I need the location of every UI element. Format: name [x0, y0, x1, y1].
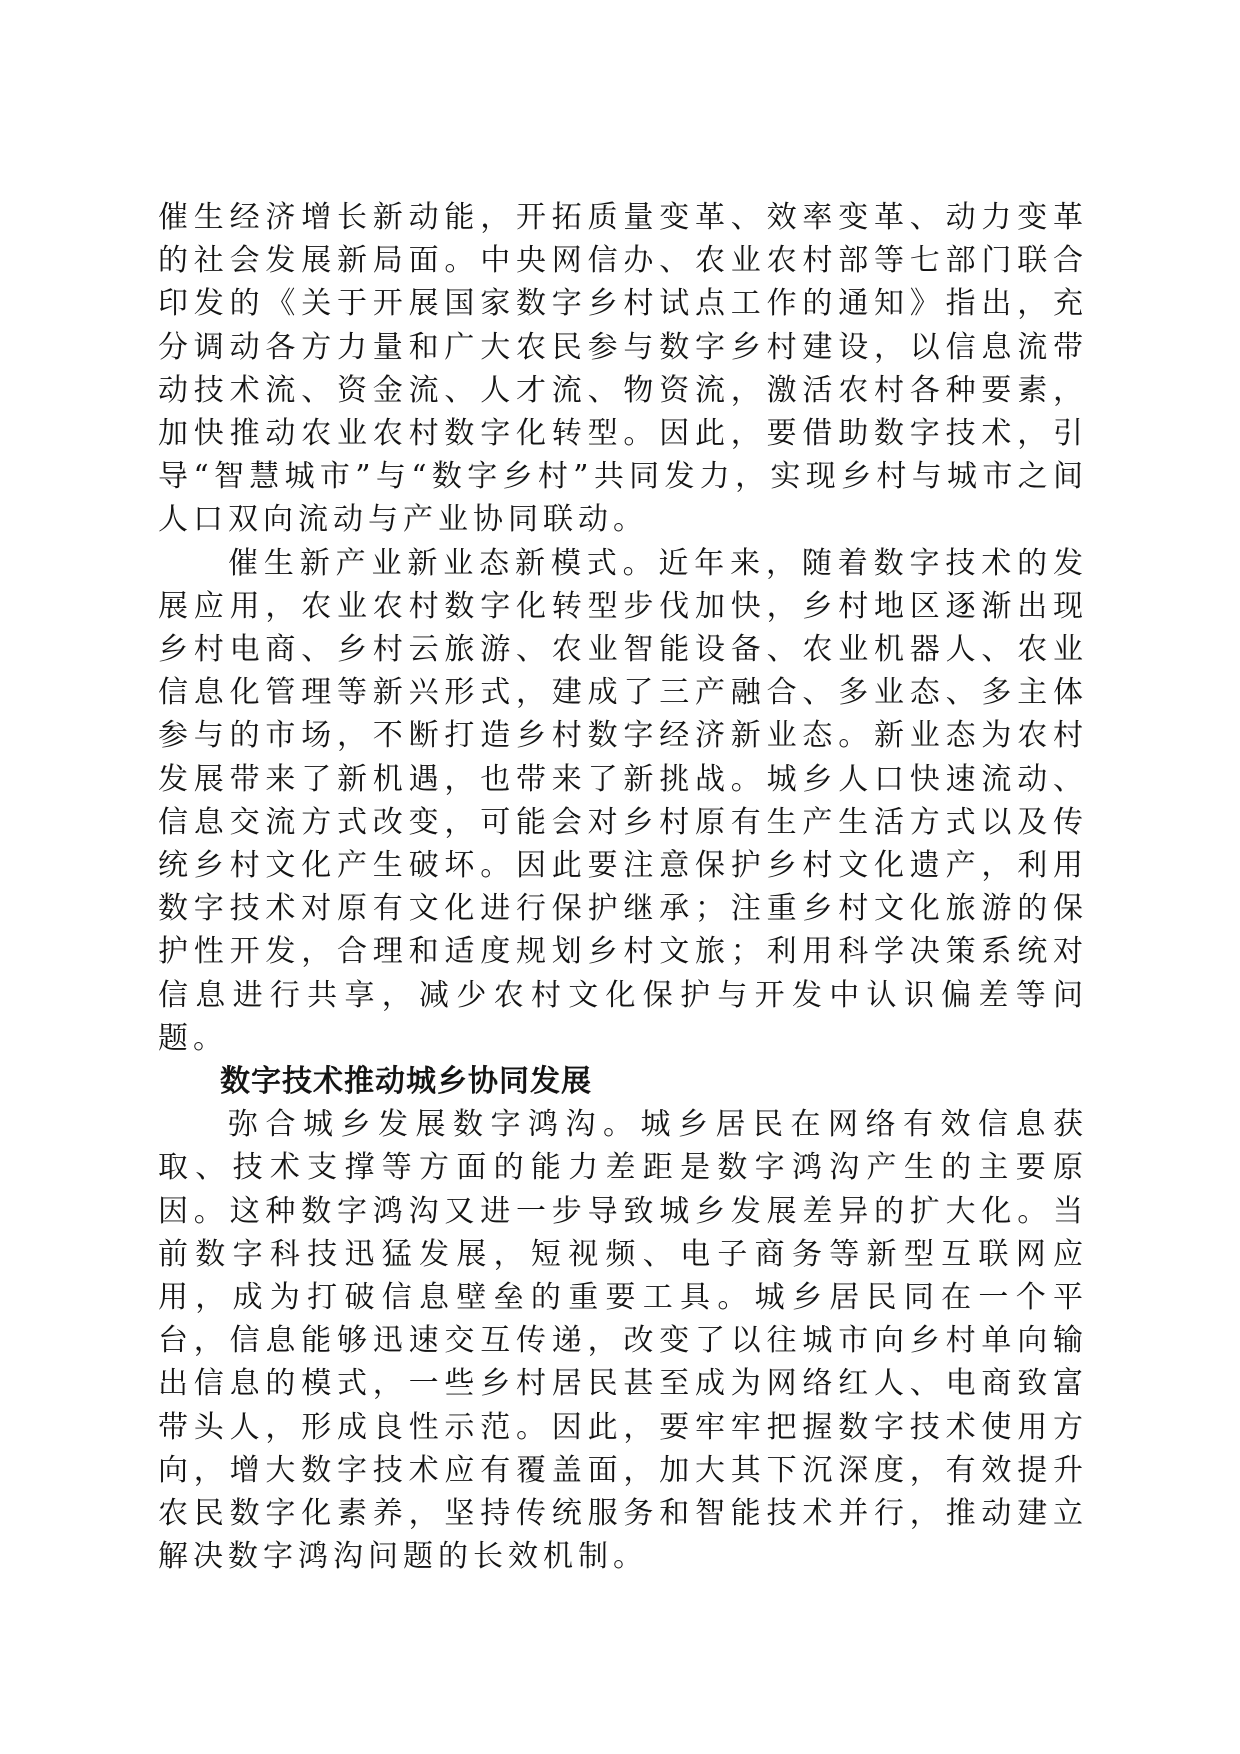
section-heading: 数字技术推动城乡协同发展	[220, 1064, 592, 1100]
body-paragraph-1: 催生经济增长新动能，开拓质量变革、效率变革、动力变革的社会发展新局面。中央网信办、农业农村部等七部门联合印发的《关于开展国家数字乡村试点工作的通知》指出，充分调动各方力量和广大农民参与数字乡村建设，以信息流带动技术流、资金流、人才流、物资流，激活农村各种要素，加快推动农业农村数字化转型。因此，要借助数字技术，引导“智慧城市”与“数字乡村”共同发力，实现乡村与城市之间人口双向流动与产业协同联动。	[158, 200, 1088, 538]
document-page	[158, 196, 1088, 1579]
body-paragraph-3: 弥合城乡发展数字鸿沟。城乡居民在网络有效信息获取、技术支撑等方面的能力差距是数字鸿沟产生的主要原因。这种数字鸿沟又进一步导致城乡发展差异的扩大化。当前数字科技迅猛发展，短视频、电子商务等新型互联网应用，成为打破信息壁垒的重要工具。城乡居民同在一个平台，信息能够迅速交互传递，改变了以往城市向乡村单向输出信息的模式，一些乡村居民甚至成为网络红人、电商致富带头人，形成良性示范。因此，要牢牢把握数字技术使用方向，增大数字技术应有覆盖面，加大其下沉深度，有效提升农民数字化素养，坚持传统服务和智能技术并行，推动建立解决数字鸿沟问题的长效机制。	[158, 1107, 1088, 1575]
body-paragraph-2: 催生新产业新业态新模式。近年来，随着数字技术的发展应用，农业农村数字化转型步伐加快，乡村地区逐渐出现乡村电商、乡村云旅游、农业智能设备、农业机器人、农业信息化管理等新兴形式，建成了三产融合、多业态、多主体参与的市场，不断打造乡村数字经济新业态。新业态为农村发展带来了新机遇，也带来了新挑战。城乡人口快速流动、信息交流方式改变，可能会对乡村原有生产生活方式以及传统乡村文化产生破坏。因此要注意保护乡村文化遗产，利用数字技术对原有文化进行保护继承；注重乡村文化旅游的保护性开发，合理和适度规划乡村文旅；利用科学决策系统对信息进行共享，减少农村文化保护与开发中认识偏差等问题。	[158, 545, 1088, 1056]
